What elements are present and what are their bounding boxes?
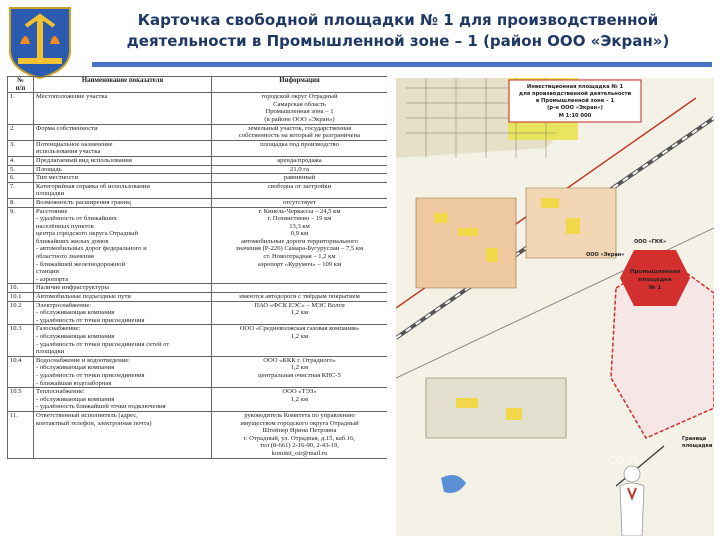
row-value: ООО «ККК г. Отрадного» 1,2 км центральная очистная КНС-5	[212, 356, 388, 387]
row-value: руководитель Комитета по управлению имуществом городского округа Отрадный Штейнер Ирина Петровна г. Отрадный, ул. Отрадная, д.15, каб.16, тел (8-661) 2-16-90, 2-43-19, komitet_otr@mail.ru	[212, 411, 388, 458]
row-number: 10.3	[8, 325, 34, 356]
presenter-body	[620, 483, 644, 536]
city-crest-icon	[6, 4, 74, 80]
table-row	[8, 140, 388, 156]
row-value: имеются автодороги с твёрдым покрытием	[212, 293, 388, 302]
site-info-table	[7, 76, 387, 459]
table-header-row	[8, 77, 388, 93]
row-value: аренда/продажа	[212, 156, 388, 165]
row-number: 6.	[8, 174, 34, 183]
table-row	[8, 174, 388, 183]
row-parameter: Площадь	[34, 165, 212, 174]
legend-line-1: Инвестиционная площадка № 1	[526, 84, 624, 90]
table-row	[8, 284, 388, 293]
table-row	[8, 293, 388, 302]
site-info-table-container	[7, 76, 387, 536]
table-row	[8, 124, 388, 140]
table-row	[8, 165, 388, 174]
row-parameter: Потенциальное назначение использования участка	[34, 140, 212, 156]
row-parameter: Автомобильные подъездные пути	[34, 293, 212, 302]
legend-line-5: М 1:10 000	[558, 113, 592, 119]
header-number: № п/п	[8, 77, 34, 93]
row-parameter: Местоположение участка	[34, 93, 212, 124]
row-value: равнинный	[212, 174, 388, 183]
map-plant-label: ООО «ГКК»	[634, 239, 667, 245]
row-parameter: Наличие инфраструктуры	[34, 284, 212, 293]
row-number: 5.	[8, 165, 34, 174]
map-boundary-label-2: площадки	[682, 443, 713, 449]
row-number: 10.	[8, 284, 34, 293]
row-value: ООО «ТЭЗ» 1,2 км	[212, 388, 388, 412]
row-parameter: Возможность расширения границ	[34, 198, 212, 207]
map-industrial-block-3	[426, 378, 566, 438]
row-value: земельный участок, государственная собственность на который не разграничена	[212, 124, 388, 140]
table-row	[8, 93, 388, 124]
site-label-line-2: площадка	[638, 277, 672, 283]
table-row	[8, 411, 388, 458]
row-parameter: Категорийная справка об использовании площадки	[34, 182, 212, 198]
row-number: 2.	[8, 124, 34, 140]
table-row	[8, 388, 388, 412]
row-number: 1.	[8, 93, 34, 124]
site-label-line-1: Промышленная	[629, 269, 681, 275]
row-value: отсутствует	[212, 198, 388, 207]
row-number: 11.	[8, 411, 34, 458]
title-divider	[92, 62, 712, 67]
title-line-2: деятельности в Промышленной зоне – 1 (район ООО «Экран»)	[126, 32, 670, 50]
map-site-marker	[620, 250, 690, 306]
row-value: ПАО «ФСК ЕЭС» – МЭС Волги 1,2 км	[212, 301, 388, 325]
table-row	[8, 325, 388, 356]
legend-line-4: (р-н ООО «Экран»)	[547, 105, 603, 111]
row-parameter: Расстояние - удалённость от ближайших населённых пунктов центра городского округа Отрадный ближайших жилых домов - автомобильных дорог федерального и областного значения - ближайшей железнодорожной станции - аэропорта	[34, 207, 212, 284]
header-information: Информация	[212, 77, 388, 93]
row-parameter: Предлагаемый вид использования	[34, 156, 212, 165]
page-header	[0, 0, 720, 78]
row-value: ООО «Средневолжская газовая компания» 1,2 км	[212, 325, 388, 356]
map-boundary-label-1: Граница	[682, 436, 707, 442]
table-row	[8, 198, 388, 207]
legend-line-3: в Промышленной зоне – 1	[535, 98, 615, 104]
row-value: городской округ Отрадный Самарская область Промышленная зона – 1 (в районе ООО «Экран»)	[212, 93, 388, 124]
table-row	[8, 356, 388, 387]
table-row	[8, 182, 388, 198]
legend-line-2: для производственной деятельности	[518, 91, 632, 97]
table-row	[8, 301, 388, 325]
row-parameter: Водоснабжение и водоотведение: - обслуживающая компания - удалённость от точки присоединения - ближайшая водозаборная	[34, 356, 212, 387]
row-value	[212, 284, 388, 293]
site-map	[396, 78, 714, 536]
row-value: свободна от застройки	[212, 182, 388, 198]
row-value: площадка под производство	[212, 140, 388, 156]
map-watermark: co.ru	[608, 452, 644, 468]
row-parameter: Ответственный исполнитель (адрес, контактный телефон, электронная почта)	[34, 411, 212, 458]
site-label-line-3: № 1	[648, 285, 662, 291]
row-number: 7.	[8, 182, 34, 198]
row-number: 8.	[8, 198, 34, 207]
row-number: 9.	[8, 207, 34, 284]
row-value: г. Кинель-Черкассы – 24,5 км г. Похвистнево – 19 км 13,3 км 0,9 км автомобильные дороги территориального значения (Р-226) Самара-Бугуруслан – 7,5 км ст. Новоотрадная – 1,2 км аэропорт «Курумоч» – 109 км	[212, 207, 388, 284]
map-road-label: ООО «Экран»	[586, 252, 625, 258]
row-parameter: Теплоснабжение: - обслуживающая компания - удалённость ближайшей точки подключения	[34, 388, 212, 412]
table-row	[8, 156, 388, 165]
row-number: 10.4	[8, 356, 34, 387]
row-number: 10.1	[8, 293, 34, 302]
row-value: 21,0 га	[212, 165, 388, 174]
page-title	[92, 10, 704, 52]
header-parameter: Наименование показателя	[34, 77, 212, 93]
table-row	[8, 207, 388, 284]
row-parameter: Газоснабжение: - обслуживающая компания - удалённость от точки присоединения сетей от площадки	[34, 325, 212, 356]
row-number: 10.5	[8, 388, 34, 412]
row-parameter: Форма собственности	[34, 124, 212, 140]
row-number: 4.	[8, 156, 34, 165]
map-industrial-block-1	[416, 198, 516, 288]
row-number: 10.2	[8, 301, 34, 325]
presenter-head	[624, 466, 640, 482]
row-parameter: Тип местности	[34, 174, 212, 183]
title-line-1: Карточка свободной площадки № 1 для производственной	[137, 11, 659, 29]
row-parameter: Электроснабжение: - обслуживающая компания - удалённость от точки присоединения	[34, 301, 212, 325]
row-number: 3.	[8, 140, 34, 156]
